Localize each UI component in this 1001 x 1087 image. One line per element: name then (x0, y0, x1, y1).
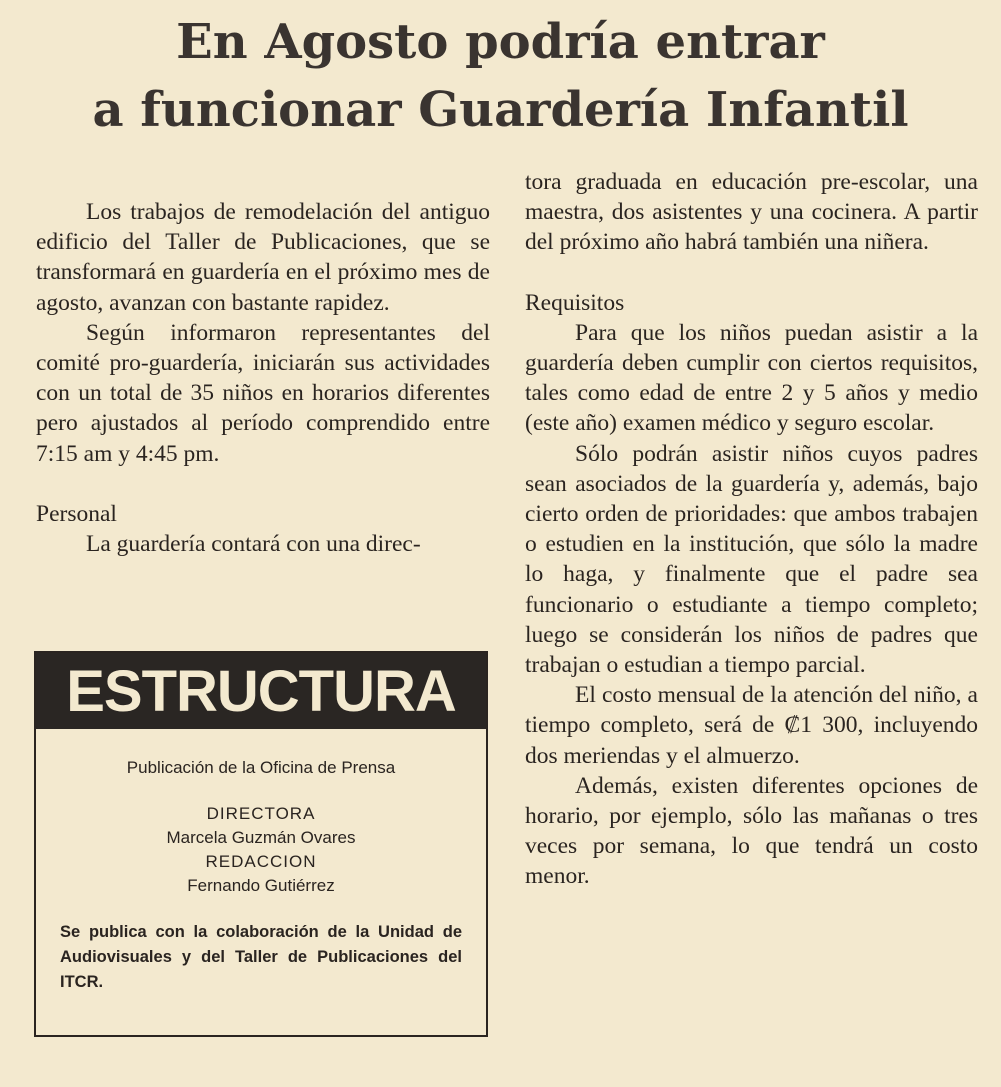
director-role: DIRECTORA (206, 804, 316, 823)
paragraph: Según informaron representantes del comité pro-guardería, iniciarán sus actividades con un total de 35 niños en horarios diferentes pero ajustados al período comprendido entre 7:15 am y 4:45 pm. (36, 319, 490, 467)
paragraph: El costo mensual de la atención del niño, a tiempo completo, será de ₡1 300, incluyendo dos meriendas y el almuerzo. (525, 682, 978, 769)
masthead-box (34, 651, 488, 1037)
paragraph: tora graduada en educación pre-escolar, una maestra, dos asistentes y una cocinera. A partir del próximo año habrá también una niñera. (525, 169, 978, 256)
left-column (36, 197, 490, 559)
paragraph: La guardería contará con una direc- (86, 531, 421, 558)
masthead-banner: ESTRUCTURA (36, 653, 486, 729)
paragraph: Sólo podrán asistir niños cuyos padres sean asociados de la guardería y, además, bajo cierto orden de prioridades: que ambos trabajen o estudien en la institución, que sólo la madre lo haga, y finalmente que el padre sea funcionario o estudiante a tiempo completo; luego se considerán los niños de padres que trabajan o estudian a tiempo parcial. (525, 440, 978, 679)
paragraph: Los trabajos de remodelación del antiguo edificio del Taller de Publicaciones, que se transformará en guardería en el próximo mes de agosto, avanzan con bastante rapidez. (36, 199, 490, 316)
headline (0, 8, 1001, 144)
director-name: Marcela Guzmán Ovares (166, 828, 356, 847)
right-column (525, 167, 978, 892)
editor-role: REDACCION (205, 852, 317, 871)
staff-credits (36, 802, 486, 898)
subhead-personal: Personal (36, 500, 117, 527)
masthead-body (36, 758, 486, 995)
paragraph: Para que los niños puedan asistir a la guardería deben cumplir con ciertos requisitos, tales como edad de entre 2 y 5 años y medio (este año) examen médico y seguro escolar. (525, 319, 978, 437)
collaboration-note: Se publica con la colaboración de la Unidad de Audiovisuales y del Taller de Publicaciones del ITCR. (60, 923, 462, 991)
publication-line: Publicación de la Oficina de Prensa (126, 758, 396, 777)
headline-line-2: a funcionar Guardería Infantil (92, 82, 909, 138)
editor-name: Fernando Gutiérrez (187, 876, 335, 895)
subhead-requisitos: Requisitos (525, 289, 625, 316)
paragraph: Además, existen diferentes opciones de horario, por ejemplo, sólo las mañanas o tres veces por semana, lo que tendrá un costo menor. (525, 772, 978, 890)
headline-line-1: En Agosto podría entrar (176, 14, 825, 70)
